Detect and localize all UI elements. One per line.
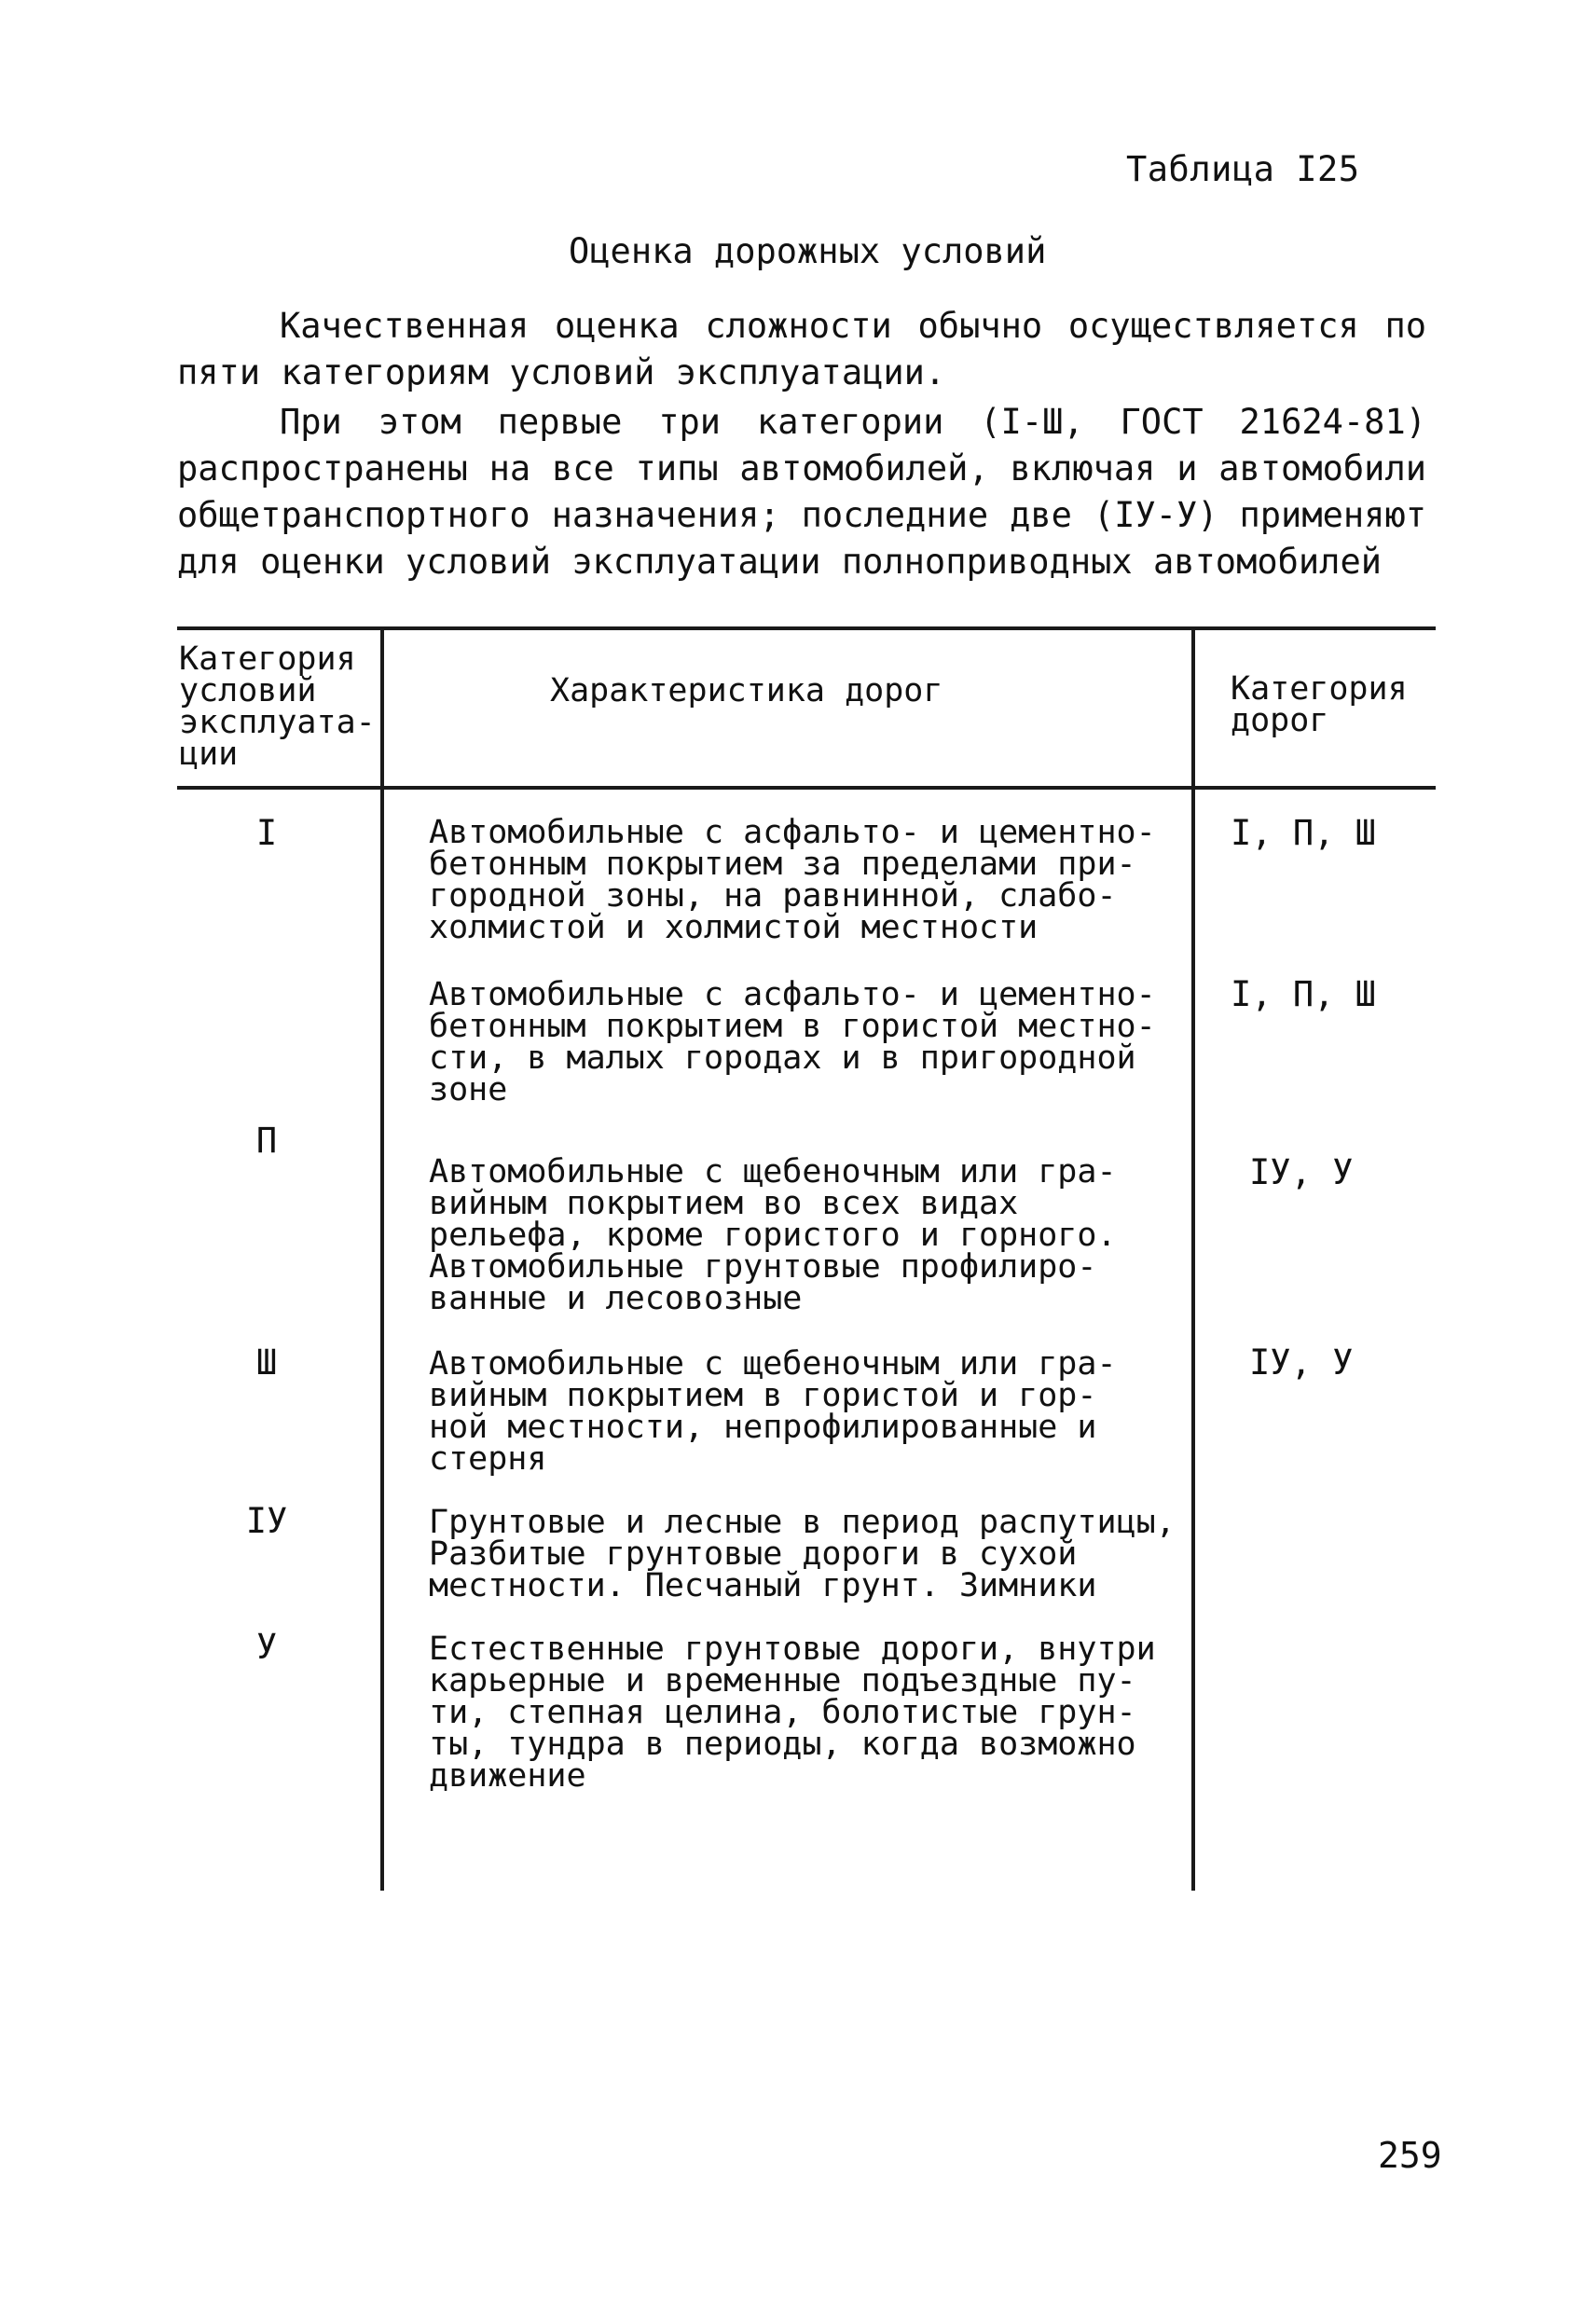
condition-category-cell: Ш [255,1342,278,1383]
table-number: Таблица I25 [1126,149,1360,189]
road-description-cell: Автомобильные с щебеночным или гра- вийным покрытием во всех видах рельефа, кроме гористого и горного. Автомобильные грунтовые профилиро- ванные и лесовозные [429,1153,1117,1317]
intro-paragraph-1: Качественная оценка сложности обычно осуществляется по пяти категориям условий эксплуатации. [177,306,1426,392]
condition-category-cell: П [255,1121,278,1161]
road-category-cell: I, П, Ш [1231,813,1376,853]
road-description-cell: Автомобильные с асфальто- и цементно- бетонным покрытием в гористой местно- сти, в малых городах и в пригородной зоне [429,976,1156,1108]
road-category-cell: IУ, У [1249,1152,1354,1192]
road-description-cell: Автомобильные с щебеночным или гра- вийным покрытием в гористой и гор- ной местности, непрофилированные и стерня [429,1345,1117,1478]
road-category-cell: I, П, Ш [1231,974,1376,1014]
column-header-road-characteristics: Характеристика дорог [550,672,943,709]
column-header-condition-category: Категория условий эксплуата- ции [179,640,376,773]
table-header-rule [177,786,1436,790]
road-description-cell: Автомобильные с асфальто- и цементно- бетонным покрытием за пределами при- городной зоны, на равнинной, слабо- холмистой и холмистой местности [429,814,1156,946]
table-column-divider-1 [380,630,384,1891]
road-description-cell: Естественные грунтовые дороги, внутри карьерные и временные подъездные пу- ти, степная целина, болотистые грун- ты, тундра в периоды, когда возможно движение [429,1631,1156,1795]
road-category-cell: IУ, У [1249,1342,1354,1383]
road-description-cell: Грунтовые и лесные в период распутицы, Разбитые грунтовые дороги в сухой местности. Песчаный грунт. Зимники [429,1504,1176,1604]
condition-category-cell: У [255,1627,278,1667]
condition-category-cell: IУ [245,1501,288,1541]
page-number: 259 [1378,2135,1442,2176]
table-title: Оценка дорожных условий [569,231,1047,271]
table-top-rule [177,626,1436,630]
condition-category-cell: I [255,813,278,853]
intro-paragraph-2: При этом первые три категории (I-Ш, ГОСТ 21624-81) распространены на все типы автомобилей, включая и автомобили общетранспортного назначения; последние две (IУ-У) применяют для оценки условий эксплуатации полноприводных автомобилей [177,402,1426,582]
column-header-road-category: Категория дорог [1231,670,1408,739]
